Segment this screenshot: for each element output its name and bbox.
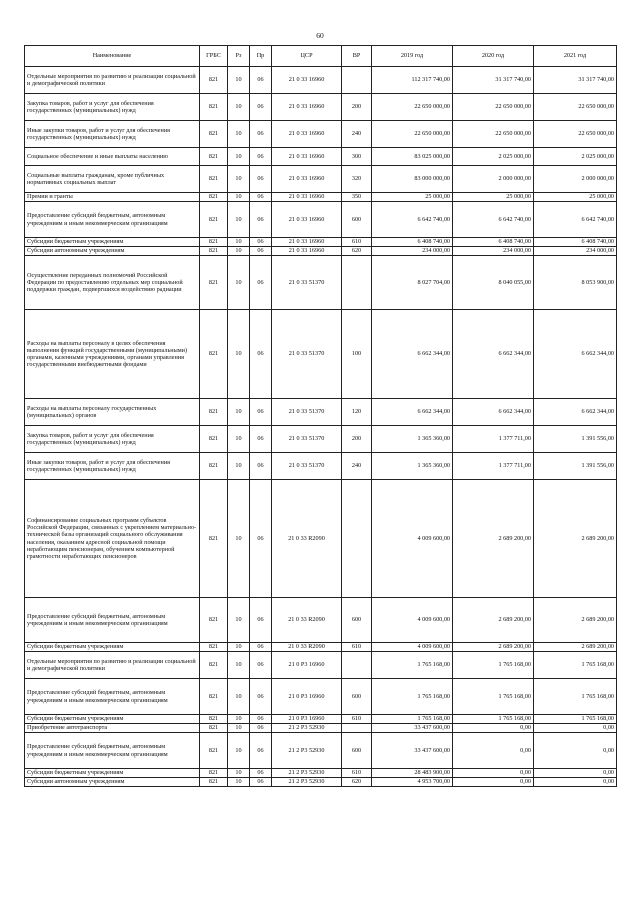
cell-pr: 06 bbox=[250, 148, 272, 166]
cell-2019: 1 765 168,00 bbox=[372, 715, 453, 724]
table-row bbox=[25, 247, 617, 256]
cell-grbs: 821 bbox=[200, 121, 228, 148]
cell-2020: 8 040 055,00 bbox=[453, 256, 534, 310]
cell-2021: 0,00 bbox=[534, 733, 617, 769]
cell-pr: 06 bbox=[250, 679, 272, 715]
cell-2020: 2 000 000,00 bbox=[453, 166, 534, 193]
cell-2021: 25 000,00 bbox=[534, 193, 617, 202]
cell-grbs: 821 bbox=[200, 256, 228, 310]
cell-pr: 06 bbox=[250, 480, 272, 598]
cell-csr: 21 2 P3 52930 bbox=[272, 778, 342, 787]
table-row bbox=[25, 715, 617, 724]
header-csr: ЦСР bbox=[272, 46, 342, 67]
cell-pr: 06 bbox=[250, 453, 272, 480]
cell-2020: 6 408 740,00 bbox=[453, 238, 534, 247]
header-rz: Рз bbox=[228, 46, 250, 67]
cell-vr: 620 bbox=[342, 247, 372, 256]
cell-name: Иные закупки товаров, работ и услуг для обеспечения государственных (муниципальных) нужд bbox=[25, 453, 200, 480]
cell-grbs: 821 bbox=[200, 67, 228, 94]
cell-2020: 1 377 711,00 bbox=[453, 453, 534, 480]
cell-vr: 620 bbox=[342, 778, 372, 787]
table-row bbox=[25, 238, 617, 247]
cell-vr: 120 bbox=[342, 399, 372, 426]
cell-rz: 10 bbox=[228, 193, 250, 202]
cell-pr: 06 bbox=[250, 652, 272, 679]
cell-vr: 610 bbox=[342, 769, 372, 778]
cell-vr: 610 bbox=[342, 715, 372, 724]
table-row bbox=[25, 310, 617, 399]
cell-grbs: 821 bbox=[200, 480, 228, 598]
cell-grbs: 821 bbox=[200, 769, 228, 778]
cell-csr: 21 0 33 16960 bbox=[272, 247, 342, 256]
table-row bbox=[25, 652, 617, 679]
cell-rz: 10 bbox=[228, 148, 250, 166]
cell-pr: 06 bbox=[250, 202, 272, 238]
cell-name: Расходы на выплаты персоналу в целях обеспечения выполнения функций государственными (муниципальными) органами, казенными учреждениями, органами управления государственными внебюджетными фондами bbox=[25, 310, 200, 399]
table-row bbox=[25, 193, 617, 202]
cell-2021: 2 689 200,00 bbox=[534, 598, 617, 643]
table-row bbox=[25, 94, 617, 121]
header-2021: 2021 год bbox=[534, 46, 617, 67]
cell-pr: 06 bbox=[250, 238, 272, 247]
cell-pr: 06 bbox=[250, 733, 272, 769]
cell-2021: 1 391 556,00 bbox=[534, 453, 617, 480]
cell-2021: 1 765 168,00 bbox=[534, 652, 617, 679]
cell-grbs: 821 bbox=[200, 724, 228, 733]
cell-2019: 234 000,00 bbox=[372, 247, 453, 256]
cell-pr: 06 bbox=[250, 715, 272, 724]
cell-2019: 8 027 704,00 bbox=[372, 256, 453, 310]
cell-2020: 6 642 740,00 bbox=[453, 202, 534, 238]
cell-name: Софинансирование социальных программ субъектов Российской Федерации, связанных с укреплением материально-технической базы организаций социального обслуживания населения, оказанием адресной социальной помощи неработающим пенсионерам, обучением компьютерной грамотности неработающих пенсионеров bbox=[25, 480, 200, 598]
table-row bbox=[25, 598, 617, 643]
cell-rz: 10 bbox=[228, 724, 250, 733]
cell-vr: 300 bbox=[342, 148, 372, 166]
cell-grbs: 821 bbox=[200, 247, 228, 256]
cell-grbs: 821 bbox=[200, 426, 228, 453]
cell-vr: 600 bbox=[342, 679, 372, 715]
cell-rz: 10 bbox=[228, 715, 250, 724]
cell-name: Закупка товаров, работ и услуг для обеспечения государственных (муниципальных) нужд bbox=[25, 426, 200, 453]
header-grbs: ГРБС bbox=[200, 46, 228, 67]
cell-2020: 234 000,00 bbox=[453, 247, 534, 256]
table-row bbox=[25, 426, 617, 453]
cell-2021: 22 650 000,00 bbox=[534, 94, 617, 121]
cell-csr: 21 0 33 16960 bbox=[272, 202, 342, 238]
budget-table bbox=[24, 45, 617, 787]
header-2020: 2020 год bbox=[453, 46, 534, 67]
cell-rz: 10 bbox=[228, 399, 250, 426]
cell-name: Премии и гранты bbox=[25, 193, 200, 202]
cell-csr: 21 0 33 16960 bbox=[272, 94, 342, 121]
cell-2020: 6 662 344,00 bbox=[453, 399, 534, 426]
cell-vr: 200 bbox=[342, 426, 372, 453]
cell-name: Отдельные мероприятия по развитию и реализации социальной и демографической политики bbox=[25, 67, 200, 94]
cell-pr: 06 bbox=[250, 166, 272, 193]
cell-grbs: 821 bbox=[200, 733, 228, 769]
cell-2019: 83 025 000,00 bbox=[372, 148, 453, 166]
cell-2019: 1 365 360,00 bbox=[372, 426, 453, 453]
cell-2019: 4 009 600,00 bbox=[372, 643, 453, 652]
cell-pr: 06 bbox=[250, 121, 272, 148]
cell-csr: 21 0 33 R2090 bbox=[272, 480, 342, 598]
cell-2021: 2 689 200,00 bbox=[534, 480, 617, 598]
cell-2019: 33 437 600,00 bbox=[372, 724, 453, 733]
cell-2020: 31 317 740,00 bbox=[453, 67, 534, 94]
cell-rz: 10 bbox=[228, 67, 250, 94]
cell-rz: 10 bbox=[228, 778, 250, 787]
cell-2019: 6 642 740,00 bbox=[372, 202, 453, 238]
cell-pr: 06 bbox=[250, 193, 272, 202]
cell-pr: 06 bbox=[250, 399, 272, 426]
cell-2020: 0,00 bbox=[453, 733, 534, 769]
cell-vr: 610 bbox=[342, 643, 372, 652]
cell-2019: 4 953 700,00 bbox=[372, 778, 453, 787]
cell-2020: 0,00 bbox=[453, 724, 534, 733]
cell-csr: 21 0 33 16960 bbox=[272, 238, 342, 247]
table-row bbox=[25, 480, 617, 598]
cell-2019: 6 662 344,00 bbox=[372, 399, 453, 426]
cell-rz: 10 bbox=[228, 202, 250, 238]
cell-vr: 240 bbox=[342, 121, 372, 148]
cell-name: Субсидии автономным учреждениям bbox=[25, 778, 200, 787]
cell-grbs: 821 bbox=[200, 652, 228, 679]
table-row bbox=[25, 256, 617, 310]
header-pr: Пр bbox=[250, 46, 272, 67]
cell-2019: 1 765 168,00 bbox=[372, 652, 453, 679]
table-row bbox=[25, 67, 617, 94]
cell-rz: 10 bbox=[228, 121, 250, 148]
cell-csr: 21 0 33 16960 bbox=[272, 148, 342, 166]
cell-2019: 83 000 000,00 bbox=[372, 166, 453, 193]
cell-grbs: 821 bbox=[200, 679, 228, 715]
cell-csr: 21 2 P3 52930 bbox=[272, 724, 342, 733]
cell-pr: 06 bbox=[250, 769, 272, 778]
cell-pr: 06 bbox=[250, 598, 272, 643]
cell-pr: 06 bbox=[250, 247, 272, 256]
cell-rz: 10 bbox=[228, 256, 250, 310]
cell-2019: 6 408 740,00 bbox=[372, 238, 453, 247]
cell-2021: 0,00 bbox=[534, 724, 617, 733]
cell-2020: 0,00 bbox=[453, 778, 534, 787]
cell-vr bbox=[342, 480, 372, 598]
cell-2020: 22 650 000,00 bbox=[453, 121, 534, 148]
cell-2021: 6 642 740,00 bbox=[534, 202, 617, 238]
cell-grbs: 821 bbox=[200, 453, 228, 480]
cell-grbs: 821 bbox=[200, 778, 228, 787]
cell-csr: 21 0 33 R2090 bbox=[272, 598, 342, 643]
table-row bbox=[25, 769, 617, 778]
cell-name: Субсидии бюджетным учреждениям bbox=[25, 643, 200, 652]
table-row bbox=[25, 202, 617, 238]
cell-pr: 06 bbox=[250, 778, 272, 787]
cell-vr bbox=[342, 256, 372, 310]
cell-name: Субсидии бюджетным учреждениям bbox=[25, 769, 200, 778]
cell-name: Субсидии автономным учреждениям bbox=[25, 247, 200, 256]
cell-vr: 610 bbox=[342, 238, 372, 247]
cell-csr: 21 0 P3 16960 bbox=[272, 679, 342, 715]
table-row bbox=[25, 148, 617, 166]
table-body bbox=[25, 67, 617, 787]
cell-2019: 112 317 740,00 bbox=[372, 67, 453, 94]
cell-2020: 1 765 168,00 bbox=[453, 679, 534, 715]
cell-vr: 200 bbox=[342, 94, 372, 121]
cell-2020: 22 650 000,00 bbox=[453, 94, 534, 121]
cell-2019: 4 009 600,00 bbox=[372, 598, 453, 643]
cell-grbs: 821 bbox=[200, 643, 228, 652]
cell-2021: 1 765 168,00 bbox=[534, 679, 617, 715]
cell-csr: 21 0 33 51370 bbox=[272, 256, 342, 310]
cell-grbs: 821 bbox=[200, 193, 228, 202]
cell-grbs: 821 bbox=[200, 94, 228, 121]
cell-vr bbox=[342, 724, 372, 733]
cell-name: Отдельные мероприятия по развитию и реализации социальной и демографической политики bbox=[25, 652, 200, 679]
table-row bbox=[25, 399, 617, 426]
cell-vr: 320 bbox=[342, 166, 372, 193]
table-row bbox=[25, 121, 617, 148]
cell-2021: 31 317 740,00 bbox=[534, 67, 617, 94]
table-row bbox=[25, 724, 617, 733]
cell-2021: 1 391 556,00 bbox=[534, 426, 617, 453]
cell-csr: 21 0 33 51370 bbox=[272, 426, 342, 453]
cell-2020: 2 689 200,00 bbox=[453, 480, 534, 598]
cell-2019: 22 650 000,00 bbox=[372, 121, 453, 148]
cell-2021: 8 053 900,00 bbox=[534, 256, 617, 310]
cell-2021: 2 000 000,00 bbox=[534, 166, 617, 193]
cell-rz: 10 bbox=[228, 247, 250, 256]
cell-2020: 0,00 bbox=[453, 769, 534, 778]
cell-csr: 21 0 33 16960 bbox=[272, 193, 342, 202]
table-row bbox=[25, 778, 617, 787]
cell-rz: 10 bbox=[228, 652, 250, 679]
cell-name: Иные закупки товаров, работ и услуг для обеспечения государственных (муниципальных) нужд bbox=[25, 121, 200, 148]
cell-2019: 22 650 000,00 bbox=[372, 94, 453, 121]
cell-csr: 21 0 33 51370 bbox=[272, 310, 342, 399]
cell-rz: 10 bbox=[228, 238, 250, 247]
cell-grbs: 821 bbox=[200, 202, 228, 238]
table-row bbox=[25, 733, 617, 769]
cell-name: Субсидии бюджетным учреждениям bbox=[25, 715, 200, 724]
cell-2020: 2 025 000,00 bbox=[453, 148, 534, 166]
cell-2020: 1 765 168,00 bbox=[453, 652, 534, 679]
cell-2019: 6 662 344,00 bbox=[372, 310, 453, 399]
cell-name: Предоставление субсидий бюджетным, автономным учреждениям и иным некоммерческим организациям bbox=[25, 733, 200, 769]
table-row bbox=[25, 643, 617, 652]
cell-2021: 0,00 bbox=[534, 778, 617, 787]
cell-vr bbox=[342, 652, 372, 679]
cell-2020: 1 765 168,00 bbox=[453, 715, 534, 724]
table-row bbox=[25, 166, 617, 193]
cell-name: Социальное обеспечение и иные выплаты населению bbox=[25, 148, 200, 166]
cell-csr: 21 2 P3 52930 bbox=[272, 733, 342, 769]
cell-2021: 2 025 000,00 bbox=[534, 148, 617, 166]
cell-2019: 33 437 600,00 bbox=[372, 733, 453, 769]
cell-csr: 21 2 P3 52930 bbox=[272, 769, 342, 778]
cell-grbs: 821 bbox=[200, 238, 228, 247]
cell-grbs: 821 bbox=[200, 310, 228, 399]
cell-grbs: 821 bbox=[200, 598, 228, 643]
page-number: 60 bbox=[316, 31, 324, 40]
cell-grbs: 821 bbox=[200, 399, 228, 426]
cell-rz: 10 bbox=[228, 598, 250, 643]
cell-name: Приобретение автотранспорта bbox=[25, 724, 200, 733]
cell-csr: 21 0 33 51370 bbox=[272, 453, 342, 480]
cell-vr: 240 bbox=[342, 453, 372, 480]
header-vr: ВР bbox=[342, 46, 372, 67]
cell-rz: 10 bbox=[228, 643, 250, 652]
cell-2019: 25 000,00 bbox=[372, 193, 453, 202]
cell-2019: 1 765 168,00 bbox=[372, 679, 453, 715]
cell-rz: 10 bbox=[228, 94, 250, 121]
cell-2021: 1 765 168,00 bbox=[534, 715, 617, 724]
cell-csr: 21 0 P3 16960 bbox=[272, 715, 342, 724]
cell-2021: 6 662 344,00 bbox=[534, 399, 617, 426]
cell-vr: 350 bbox=[342, 193, 372, 202]
header-name: Наименование bbox=[25, 46, 200, 67]
cell-csr: 21 0 33 51370 bbox=[272, 399, 342, 426]
cell-2020: 2 689 200,00 bbox=[453, 598, 534, 643]
cell-vr bbox=[342, 67, 372, 94]
cell-2019: 4 009 600,00 bbox=[372, 480, 453, 598]
cell-grbs: 821 bbox=[200, 715, 228, 724]
cell-name: Закупка товаров, работ и услуг для обеспечения государственных (муниципальных) нужд bbox=[25, 94, 200, 121]
cell-pr: 06 bbox=[250, 256, 272, 310]
cell-pr: 06 bbox=[250, 310, 272, 399]
cell-pr: 06 bbox=[250, 643, 272, 652]
cell-vr: 100 bbox=[342, 310, 372, 399]
cell-rz: 10 bbox=[228, 453, 250, 480]
table-row bbox=[25, 453, 617, 480]
cell-2019: 28 483 900,00 bbox=[372, 769, 453, 778]
cell-grbs: 821 bbox=[200, 148, 228, 166]
cell-2021: 22 650 000,00 bbox=[534, 121, 617, 148]
cell-rz: 10 bbox=[228, 310, 250, 399]
cell-vr: 600 bbox=[342, 598, 372, 643]
cell-name: Предоставление субсидий бюджетным, автономным учреждениям и иным некоммерческим организациям bbox=[25, 202, 200, 238]
cell-2020: 1 377 711,00 bbox=[453, 426, 534, 453]
cell-grbs: 821 bbox=[200, 166, 228, 193]
cell-vr: 600 bbox=[342, 733, 372, 769]
cell-csr: 21 0 33 16960 bbox=[272, 166, 342, 193]
cell-rz: 10 bbox=[228, 679, 250, 715]
cell-csr: 21 0 33 R2090 bbox=[272, 643, 342, 652]
cell-name: Социальные выплаты гражданам, кроме публичных нормативных социальных выплат bbox=[25, 166, 200, 193]
cell-2021: 0,00 bbox=[534, 769, 617, 778]
cell-csr: 21 0 33 16960 bbox=[272, 121, 342, 148]
table-header-row bbox=[25, 46, 617, 67]
cell-2020: 2 689 200,00 bbox=[453, 643, 534, 652]
cell-name: Расходы на выплаты персоналу государственных (муниципальных) органов bbox=[25, 399, 200, 426]
cell-csr: 21 0 33 16960 bbox=[272, 67, 342, 94]
cell-rz: 10 bbox=[228, 166, 250, 193]
cell-2021: 234 000,00 bbox=[534, 247, 617, 256]
cell-rz: 10 bbox=[228, 480, 250, 598]
cell-2021: 6 662 344,00 bbox=[534, 310, 617, 399]
cell-name: Осуществление переданных полномочий Российской Федерации по предоставлению отдельных мер социальной поддержки граждан, подвергшихся воздействию радиации bbox=[25, 256, 200, 310]
cell-name: Субсидии бюджетным учреждениям bbox=[25, 238, 200, 247]
cell-2021: 6 408 740,00 bbox=[534, 238, 617, 247]
cell-2021: 2 689 200,00 bbox=[534, 643, 617, 652]
header-2019: 2019 год bbox=[372, 46, 453, 67]
cell-pr: 06 bbox=[250, 724, 272, 733]
cell-rz: 10 bbox=[228, 426, 250, 453]
cell-2020: 6 662 344,00 bbox=[453, 310, 534, 399]
cell-rz: 10 bbox=[228, 733, 250, 769]
cell-csr: 21 0 P3 16960 bbox=[272, 652, 342, 679]
cell-pr: 06 bbox=[250, 94, 272, 121]
cell-2020: 25 000,00 bbox=[453, 193, 534, 202]
cell-name: Предоставление субсидий бюджетным, автономным учреждениям и иным некоммерческим организациям bbox=[25, 598, 200, 643]
cell-rz: 10 bbox=[228, 769, 250, 778]
table-row bbox=[25, 679, 617, 715]
cell-vr: 600 bbox=[342, 202, 372, 238]
cell-name: Предоставление субсидий бюджетным, автономным учреждениям и иным некоммерческим организациям bbox=[25, 679, 200, 715]
cell-pr: 06 bbox=[250, 67, 272, 94]
cell-pr: 06 bbox=[250, 426, 272, 453]
cell-2019: 1 365 360,00 bbox=[372, 453, 453, 480]
